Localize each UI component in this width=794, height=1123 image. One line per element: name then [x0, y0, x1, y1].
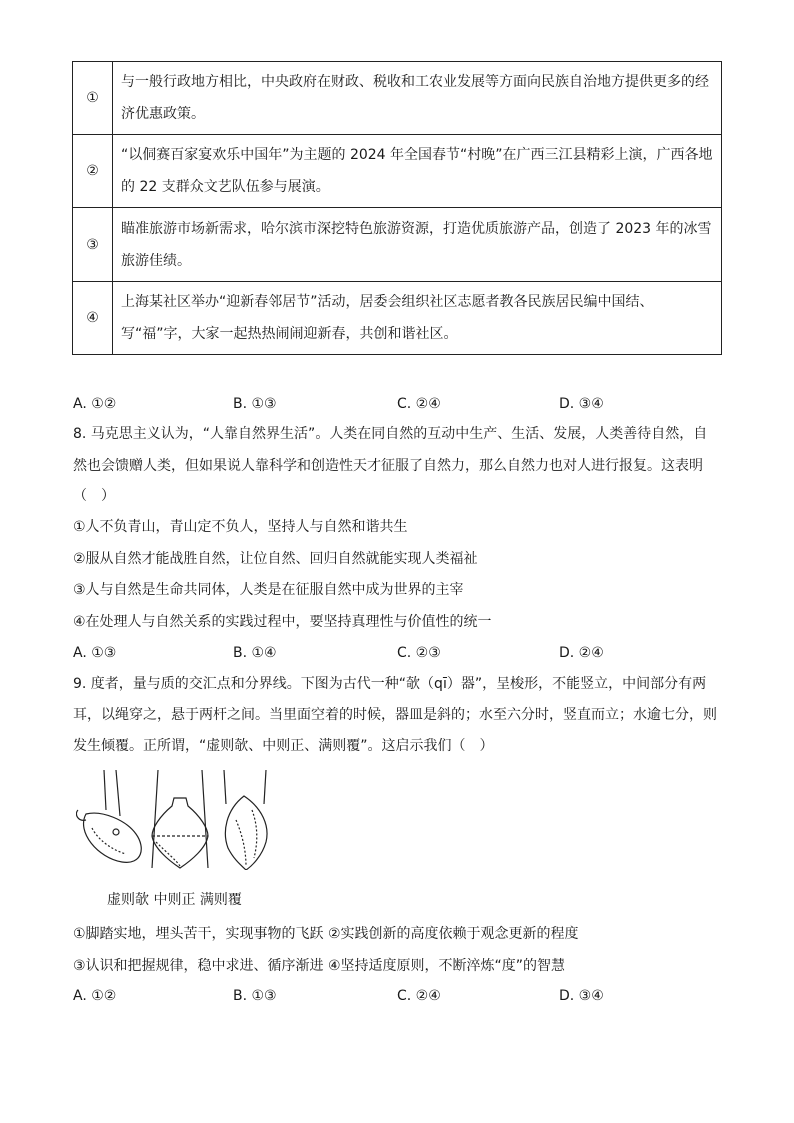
q8-statement: ③人与自然是生命共同体，人类是在征服自然中成为世界的主宰: [73, 582, 464, 598]
table-row: [73, 208, 722, 282]
q8-statement: ①人不负青山，青山定不负人，坚持人与自然和谐共生: [73, 519, 408, 535]
overturned-vessel-icon: [224, 770, 267, 870]
q7-answer-options: [73, 394, 673, 414]
answer-option-b[interactable]: B. ①③: [233, 988, 277, 1004]
row-text: “以侗赛百家宴欢乐中国年”为主题的 2024 年全国春节“村晚”在广西三江县精彩上演，广西各地的 22 支群众文艺队伍参与展演。: [113, 135, 722, 208]
q9-answer-options: [73, 986, 673, 1006]
q8-statement: ④在处理人与自然关系的实践过程中，要坚持真理性与价值性的统一: [73, 614, 492, 630]
q8-stem-line: 8. 马克思主义认为，“人靠自然界生活”。人类在同自然的互动中生产、生活、发展，人类善待自然，自: [73, 426, 708, 442]
figure-caption: 虚则欹 中则正 满则覆: [107, 892, 242, 908]
q9-stem-line: 耳，以绳穿之，悬于两杆之间。当里面空着的时候，器皿是斜的；水至六分时，竖直而立；水逾七分，则: [73, 707, 717, 723]
q9-statements-line: ①脚踏实地，埋头苦干，实现事物的飞跃 ②实践创新的高度依赖于观念更新的程度: [73, 926, 579, 942]
answer-option-d[interactable]: D. ③④: [559, 988, 604, 1004]
answer-option-c[interactable]: C. ②④: [397, 988, 441, 1004]
q8-stem-line: 然也会馈赠人类，但如果说人靠科学和创造性天才征服了自然力，那么自然力也对人进行报复。这表明: [73, 458, 703, 474]
answer-option-d[interactable]: D. ③④: [559, 396, 604, 412]
q9-stem-line: 发生倾覆。正所谓，“虚则欹、中则正、满则覆”。这启示我们（ ）: [73, 738, 494, 754]
row-number: ④: [73, 282, 113, 355]
q9-statements-line: ③认识和把握规律，稳中求进、循序渐进 ④坚持适度原则，不断淬炼“度”的智慧: [73, 958, 566, 974]
answer-option-a[interactable]: A. ①③: [73, 645, 117, 661]
answer-option-a[interactable]: A. ①②: [73, 396, 117, 412]
tilted-vessel-icon: [76, 770, 141, 862]
row-text: 与一般行政地方相比，中央政府在财政、税收和工农业发展等方面向民族自治地方提供更多的经济优惠政策。: [113, 62, 722, 135]
row-text: 上海某社区举办“迎新春邻居节”活动，居委会组织社区志愿者教各民族居民编中国结、写“福”字，大家一起热热闹闹迎新春，共创和谐社区。: [113, 282, 722, 355]
answer-option-b[interactable]: B. ①③: [233, 396, 277, 412]
answer-option-a[interactable]: A. ①②: [73, 988, 117, 1004]
qiqi-vessel-figure: [76, 770, 276, 870]
answer-option-b[interactable]: B. ①④: [233, 645, 277, 661]
table-row: [73, 135, 722, 208]
row-number: ②: [73, 135, 113, 208]
row-number: ③: [73, 208, 113, 282]
statement-table: [72, 61, 722, 355]
table-row: [73, 282, 722, 355]
table-row: [73, 62, 722, 135]
q9-stem-line: 9. 度者，量与质的交汇点和分界线。下图为古代一种“欹（qī）器”，呈梭形，不能竖立，中间部分有两: [73, 676, 707, 692]
q8-stem-line: （ ）: [73, 488, 115, 504]
answer-option-c[interactable]: C. ②④: [397, 396, 441, 412]
q8-statement: ②服从自然才能战胜自然，让位自然、回归自然就能实现人类福祉: [73, 551, 478, 567]
answer-option-c[interactable]: C. ②③: [397, 645, 441, 661]
row-number: ①: [73, 62, 113, 135]
upright-vessel-icon: [152, 770, 208, 868]
answer-option-d[interactable]: D. ②④: [559, 645, 604, 661]
row-text: 瞄准旅游市场新需求，哈尔滨市深挖特色旅游资源，打造优质旅游产品，创造了 2023 年的冰雪旅游佳绩。: [113, 208, 722, 282]
q8-answer-options: [73, 643, 673, 663]
